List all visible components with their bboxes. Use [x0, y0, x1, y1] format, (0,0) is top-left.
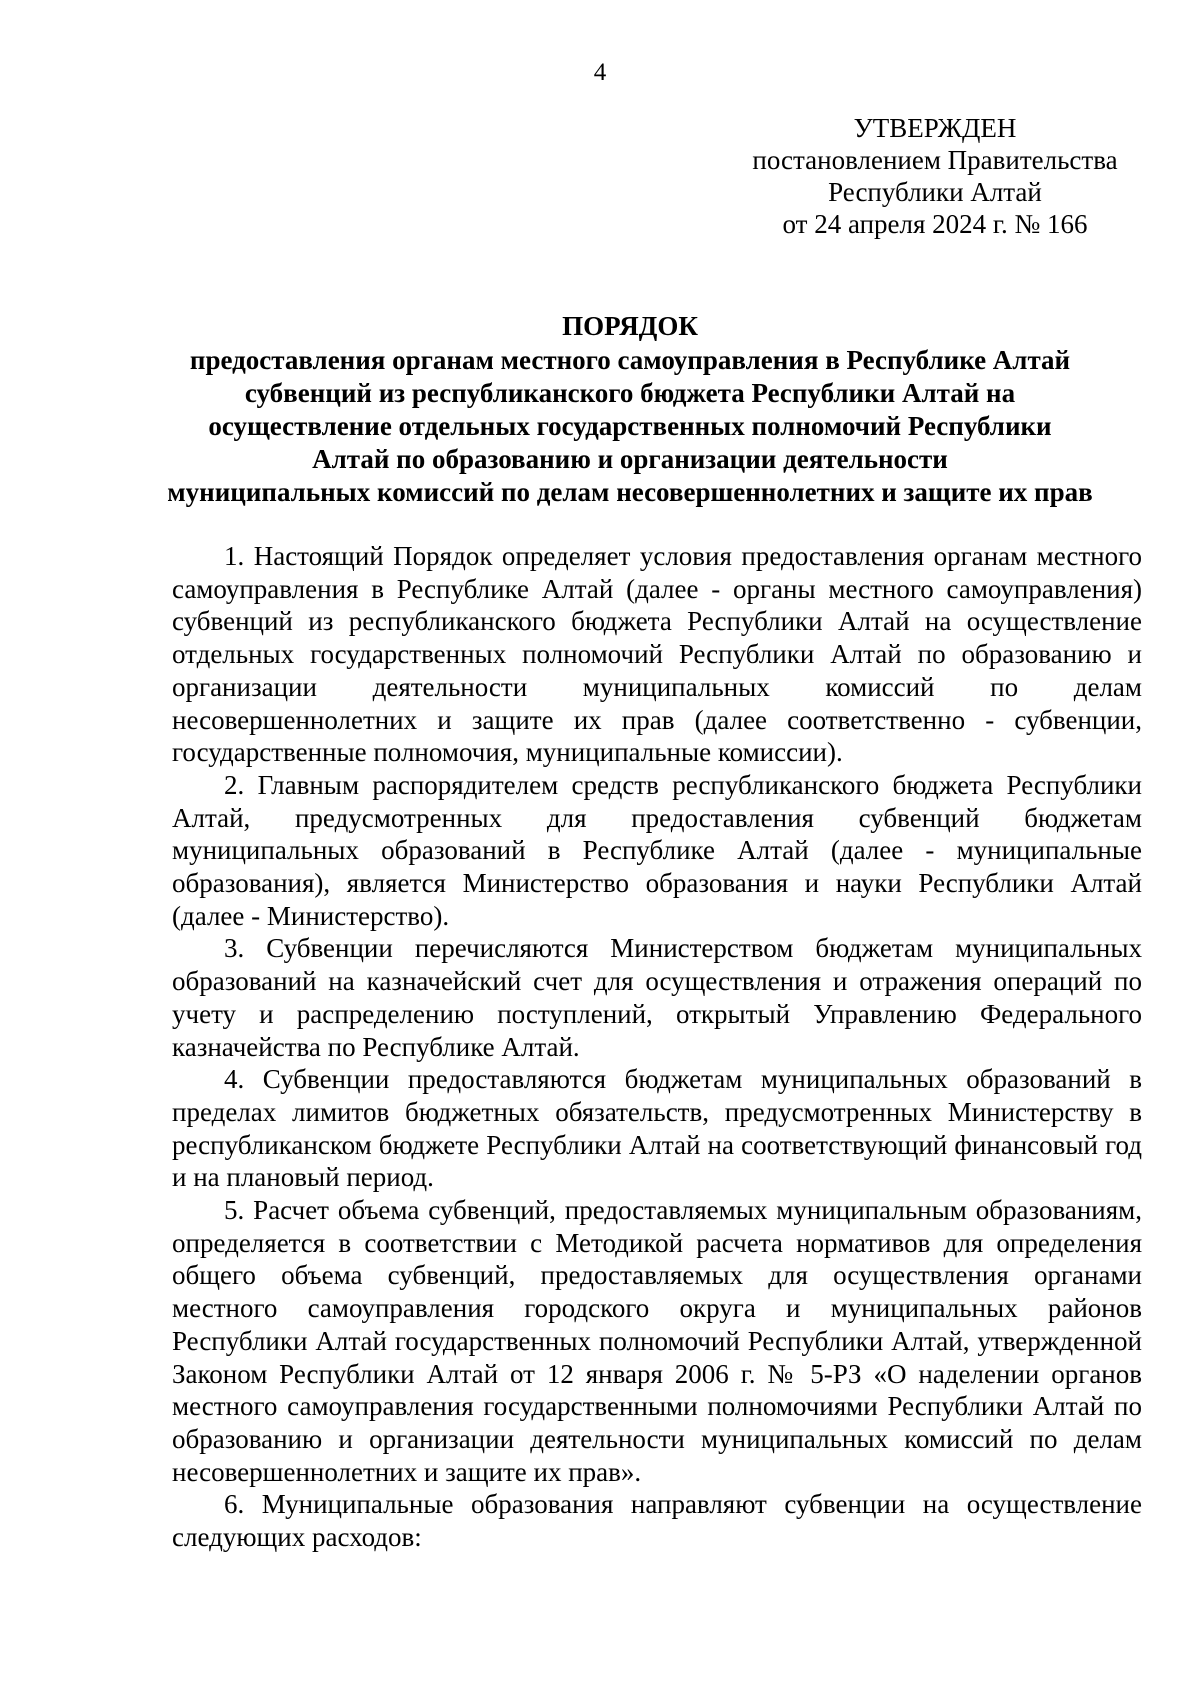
document-subtitle-line: предоставления органам местного самоуправления в Республике Алтай — [189, 345, 1071, 375]
approval-date-number: от 24 апреля 2024 г. № 166 — [782, 209, 1088, 239]
document-subtitle-line: субвенций из республиканского бюджета Республики Алтай на — [244, 378, 1016, 408]
paragraph-4: 4. Субвенции предоставляются бюджетам муниципальных образований в пределах лимитов бюджетных обязательств, предусмотренных Министерству в республиканском бюджете Республики Алтай на соответствующий финансовый год и на плановый период. — [172, 1064, 1142, 1193]
paragraph-2: 2. Главным распорядителем средств республиканского бюджета Республики Алтай, предусмотренных для предоставления субвенций бюджетам муниципальных образований в Республике Алтай (далее - муниципальные образования), является Министерство образования и науки Республики Алтай (далее - Министерство). — [172, 769, 1142, 931]
document-subtitle-line: осуществление отдельных государственных полномочий Республики — [208, 411, 1052, 441]
approval-title: УТВЕРЖДЕН — [853, 113, 1017, 143]
approval-republic-line: Республики Алтай — [828, 177, 1042, 207]
paragraph-1: 1. Настоящий Порядок определяет условия предоставления органам местного самоуправления в Республике Алтай (далее - органы местного самоуправления) субвенций из республиканского бюджета Республики Алтай на осуществление отдельных государственных полномочий Республики Алтай по образованию и организации деятельности муниципальных комиссий по делам несовершеннолетних и защите их прав (далее соответственно - субвенции, государственные полномочия, муниципальные комиссии). — [172, 541, 1142, 768]
document-subtitle-line: Алтай по образованию и организации деятельности — [312, 444, 948, 474]
page-number: 4 — [593, 59, 607, 86]
paragraph-5: 5. Расчет объема субвенций, предоставляемых муниципальным образованиям, определяется в соответствии с Методикой расчета нормативов для определения общего объема субвенций, предоставляемых для осуществления органами местного самоуправления городского округа и муниципальных районов Республики Алтай государственных полномочий Республики Алтай, утвержденной Законом Республики Алтай от 12 января 2006 г. № 5-РЗ «О наделении органов местного самоуправления государственными полномочиями Республики Алтай по образованию и организации деятельности муниципальных комиссий по делам несовершеннолетних и защите их прав». — [172, 1195, 1142, 1487]
paragraph-3: 3. Субвенции перечисляются Министерством бюджетам муниципальных образований на казначейский счет для осуществления и отражения операций по учету и распределению поступлений, открытый Управлению Федерального казначейства по Республике Алтай. — [172, 933, 1142, 1062]
document-subtitle-line: муниципальных комиссий по делам несовершеннолетних и защите их прав — [167, 477, 1093, 507]
paragraph-6: 6. Муниципальные образования направляют субвенции на осуществление следующих расходов: — [172, 1489, 1142, 1553]
approval-stamp — [740, 112, 1130, 240]
document-body — [172, 540, 1142, 1554]
document-title-block — [150, 310, 1110, 509]
approval-decree-line: постановлением Правительства — [752, 145, 1118, 175]
document-heading: ПОРЯДОК — [562, 311, 698, 341]
